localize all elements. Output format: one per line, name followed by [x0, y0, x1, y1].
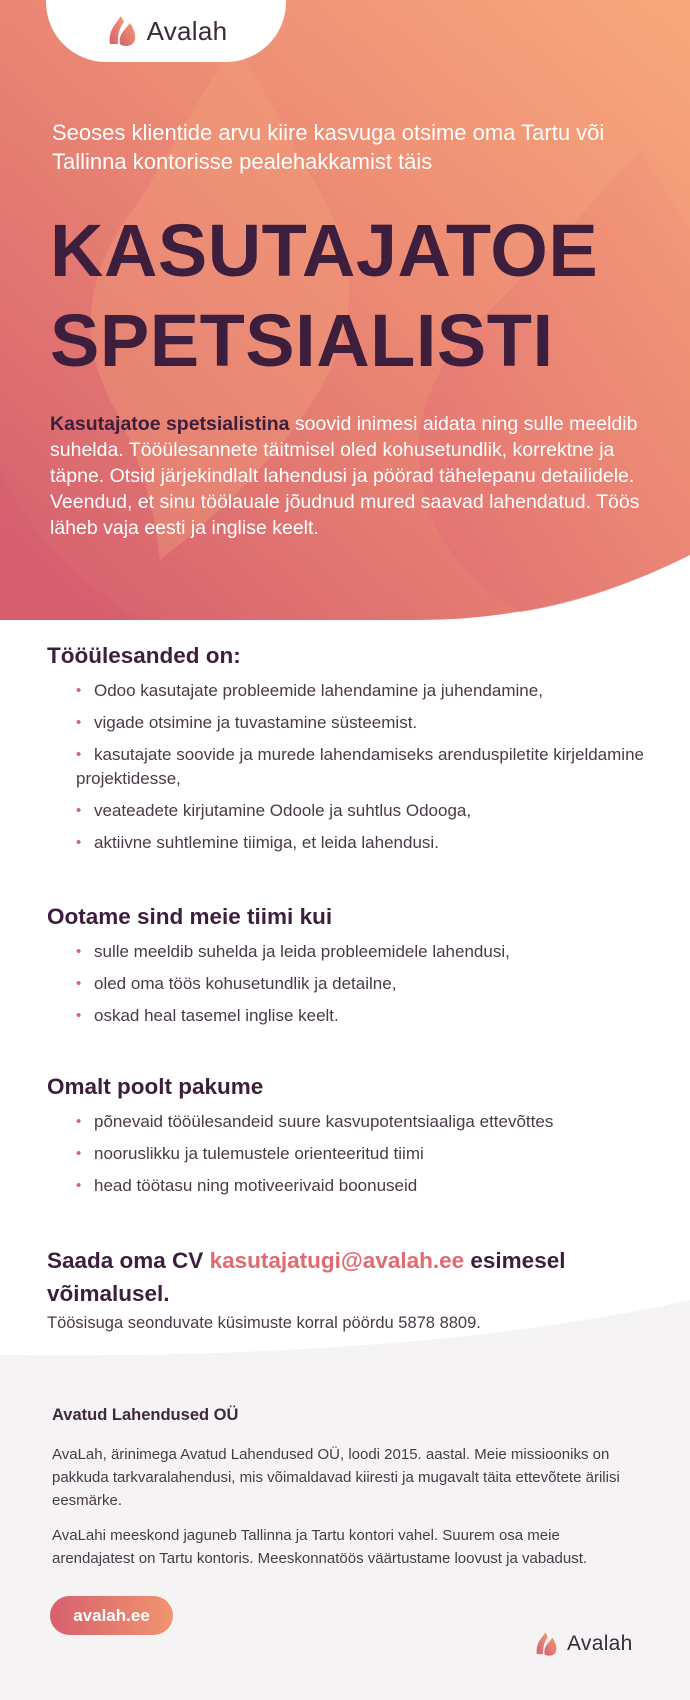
bullet-icon: •: [76, 1177, 82, 1194]
email-link[interactable]: kasutajatugi@avalah.ee: [209, 1248, 465, 1273]
logo-text: Avalah: [146, 15, 228, 46]
intro-text: Seoses klientide arvu kiire kasvuga otsime oma Tartu või Tallinna kontorisse pealehakkamist täis: [52, 120, 605, 174]
list-item: • oskad heal tasemel inglise keelt.: [47, 1004, 647, 1028]
job-title-line-1: KASUTAJATOE: [50, 209, 599, 292]
list-item: • head töötasu ning motiveerivaid boonuseid: [47, 1174, 647, 1198]
section-tasks: [47, 641, 647, 863]
lead-bold: Kasutajatoe spetsialistina: [50, 413, 290, 435]
section-offer: [47, 1072, 647, 1206]
footer-logo[interactable]: [533, 1630, 633, 1658]
brand-logo[interactable]: [105, 13, 228, 49]
lead-paragraph: [50, 411, 640, 541]
logo-tab: [46, 0, 286, 62]
company-description: AvaLah, ärinimega Avatud Lahendused OÜ, loodi 2015. aastal. Meie missiooniks on pakkuda tarkvaralahendusi, mis võimaldavad kiiresti ja mugavalt täita ettevõtete ärilisi eesmärke.: [52, 1446, 620, 1509]
bullet-icon: •: [76, 975, 82, 992]
bullet-icon: •: [76, 1145, 82, 1162]
contact-phone-text: Töösisuga seonduvate küsimuste korral pöördu 5878 8809.: [47, 1314, 481, 1332]
flame-logo-icon: [105, 13, 141, 49]
offer-list: [47, 1110, 647, 1198]
list-item: • sulle meeldib suhelda ja leida probleemidele lahendusi,: [47, 940, 647, 964]
cta-prefix: Saada oma CV: [47, 1248, 210, 1273]
website-button[interactable]: avalah.ee: [50, 1596, 173, 1635]
job-title-line-2: SPETSIALISTI: [50, 299, 554, 382]
cta-block: [47, 1244, 647, 1334]
logo-text: Avalah: [567, 1632, 633, 1655]
bullet-icon: •: [76, 1007, 82, 1024]
bullet-icon: •: [76, 834, 82, 851]
section-title: Omalt poolt pakume: [47, 1074, 264, 1099]
section-title: Tööülesanded on:: [47, 643, 241, 668]
list-item: • veateadete kirjutamine Odoole ja suhtlus Odooga,: [47, 799, 647, 823]
flame-logo-icon: [533, 1630, 561, 1658]
hero-banner: [0, 0, 690, 620]
bullet-icon: •: [76, 746, 82, 763]
list-item: • oled oma töös kohusetundlik ja detailne,: [47, 972, 647, 996]
task-list: [47, 679, 647, 855]
bullet-icon: •: [76, 802, 82, 819]
team-description: AvaLahi meeskond jaguneb Tallinna ja Tartu kontori vahel. Suurem osa meie arendajatest on Tartu kontoris. Meeskonnatöös väärtustame loovust ja vabadust.: [52, 1527, 588, 1567]
section-requirements: [47, 902, 647, 1036]
footer: [0, 1300, 690, 1700]
bullet-icon: •: [76, 682, 82, 699]
bullet-icon: •: [76, 943, 82, 960]
requirements-list: [47, 940, 647, 1028]
bullet-icon: •: [76, 1113, 82, 1130]
lead-rest: soovid inimesi aidata ning sulle meeldib suhelda. Tööülesannete täitmisel oled kohusetundlik, korrektne ja täpne. Otsid järjekindlalt lahendusi ja pöörad tähelepanu detailidele. Veendud, et sinu töölauale jõudnud mured saavad lahendatud. Töös läheb vaja eesti ja inglise keelt.: [50, 413, 640, 539]
list-item: • vigade otsimine ja tuvastamine süsteemist.: [47, 711, 647, 735]
bullet-icon: •: [76, 714, 82, 731]
cta-suffix: esimesel võimalusel.: [47, 1248, 566, 1306]
cta-line: [47, 1244, 647, 1310]
list-item: • Odoo kasutajate probleemide lahendamine ja juhendamine,: [47, 679, 647, 703]
list-item: • kasutajate soovide ja murede lahendamiseks arenduspiletite kirjeldamine projektidesse,: [76, 745, 644, 788]
list-item: • aktiivne suhtlemine tiimiga, et leida lahendusi.: [47, 831, 647, 855]
list-item: • põnevaid tööülesandeid suure kasvupotentsiaaliga ettevõttes: [47, 1110, 647, 1134]
section-title: Ootame sind meie tiimi kui: [47, 904, 333, 929]
list-item: • nooruslikku ja tulemustele orienteeritud tiimi: [47, 1142, 647, 1166]
job-title: [50, 206, 670, 386]
company-name: Avatud Lahendused OÜ: [52, 1406, 239, 1424]
